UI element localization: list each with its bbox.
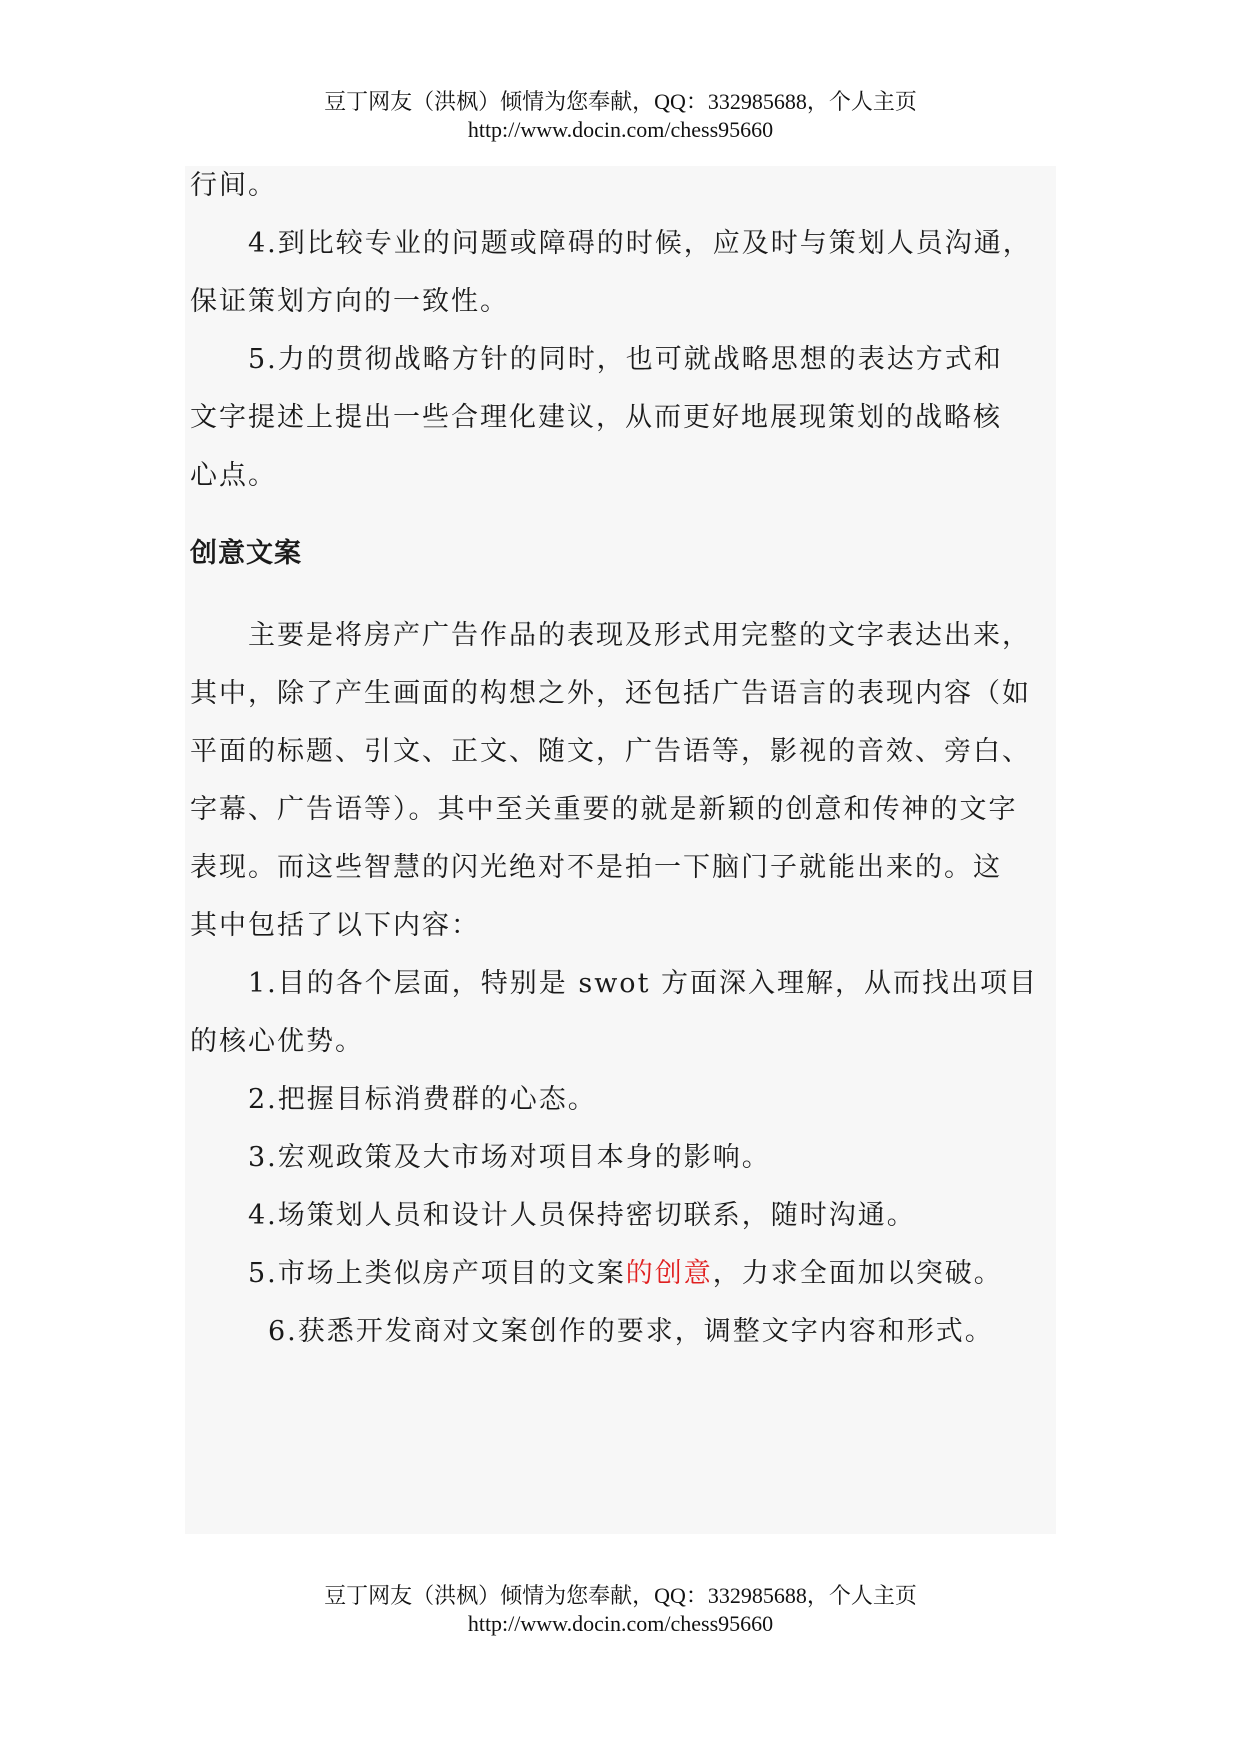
- paragraph-3-line-1: 5.力的贯彻战略方针的同时，也可就战略思想的表达方式和: [248, 344, 1003, 375]
- list-item-2: 2.把握目标消费群的心态。: [248, 1084, 597, 1115]
- paragraph-4-line-6: 其中包括了以下内容：: [190, 910, 480, 941]
- list-item-3: 3.宏观政策及大市场对项目本身的影响。: [248, 1142, 771, 1173]
- paragraph-2-line-1: 4.到比较专业的问题或障碍的时候，应及时与策划人员沟通，: [248, 228, 1032, 259]
- header-line-2: http://www.docin.com/chess95660: [467, 117, 774, 142]
- header-line-1: 豆丁网友（洪枫）倾情为您奉献，QQ：332985688，个人主页: [324, 89, 917, 114]
- list-item-6: 6.获悉开发商对文案创作的要求，调整文字内容和形式。: [268, 1316, 994, 1347]
- page-header: [0, 88, 1241, 144]
- paragraph-1-line-1: 行间。: [190, 170, 277, 201]
- paragraph-4-line-3: 平面的标题、引文、正文、随文，广告语等，影视的音效、旁白、: [190, 736, 1031, 767]
- list-item-1-line-1: 1.目的各个层面，特别是 swot 方面深入理解，从而找出项目: [248, 968, 1038, 999]
- paragraph-4-line-2: 其中，除了产生画面的构想之外，还包括广告语言的表现内容（如: [190, 678, 1031, 709]
- paragraph-4-line-1: 主要是将房产广告作品的表现及形式用完整的文字表达出来，: [248, 620, 1031, 651]
- paragraph-3-line-2: 文字提述上提出一些合理化建议，从而更好地展现策划的战略核: [190, 402, 1002, 433]
- paragraph-4-line-4: 字幕、广告语等）。其中至关重要的就是新颖的创意和传神的文字: [190, 794, 1018, 825]
- section-heading: 创意文案: [190, 538, 302, 569]
- paragraph-3-line-3: 心点。: [190, 460, 277, 491]
- footer-line-1: 豆丁网友（洪枫）倾情为您奉献，QQ：332985688，个人主页: [324, 1583, 917, 1608]
- list-item-5: [248, 1254, 1003, 1294]
- list-item-5-text-a: 5.市场上类似房产项目的文案: [248, 1258, 626, 1289]
- paragraph-2-line-2: 保证策划方向的一致性。: [190, 286, 509, 317]
- paragraph-4-line-5: 表现。而这些智慧的闪光绝对不是拍一下脑门子就能出来的。这: [190, 852, 1002, 883]
- list-item-5-highlight: 的创意: [625, 1258, 713, 1289]
- list-item-5-text-b: ，力求全面加以突破。: [712, 1258, 1003, 1289]
- footer-line-2: http://www.docin.com/chess95660: [467, 1611, 774, 1636]
- list-item-1-line-2: 的核心优势。: [190, 1026, 364, 1057]
- list-item-4: 4.场策划人员和设计人员保持密切联系，随时沟通。: [248, 1200, 916, 1231]
- page-footer: [0, 1582, 1241, 1638]
